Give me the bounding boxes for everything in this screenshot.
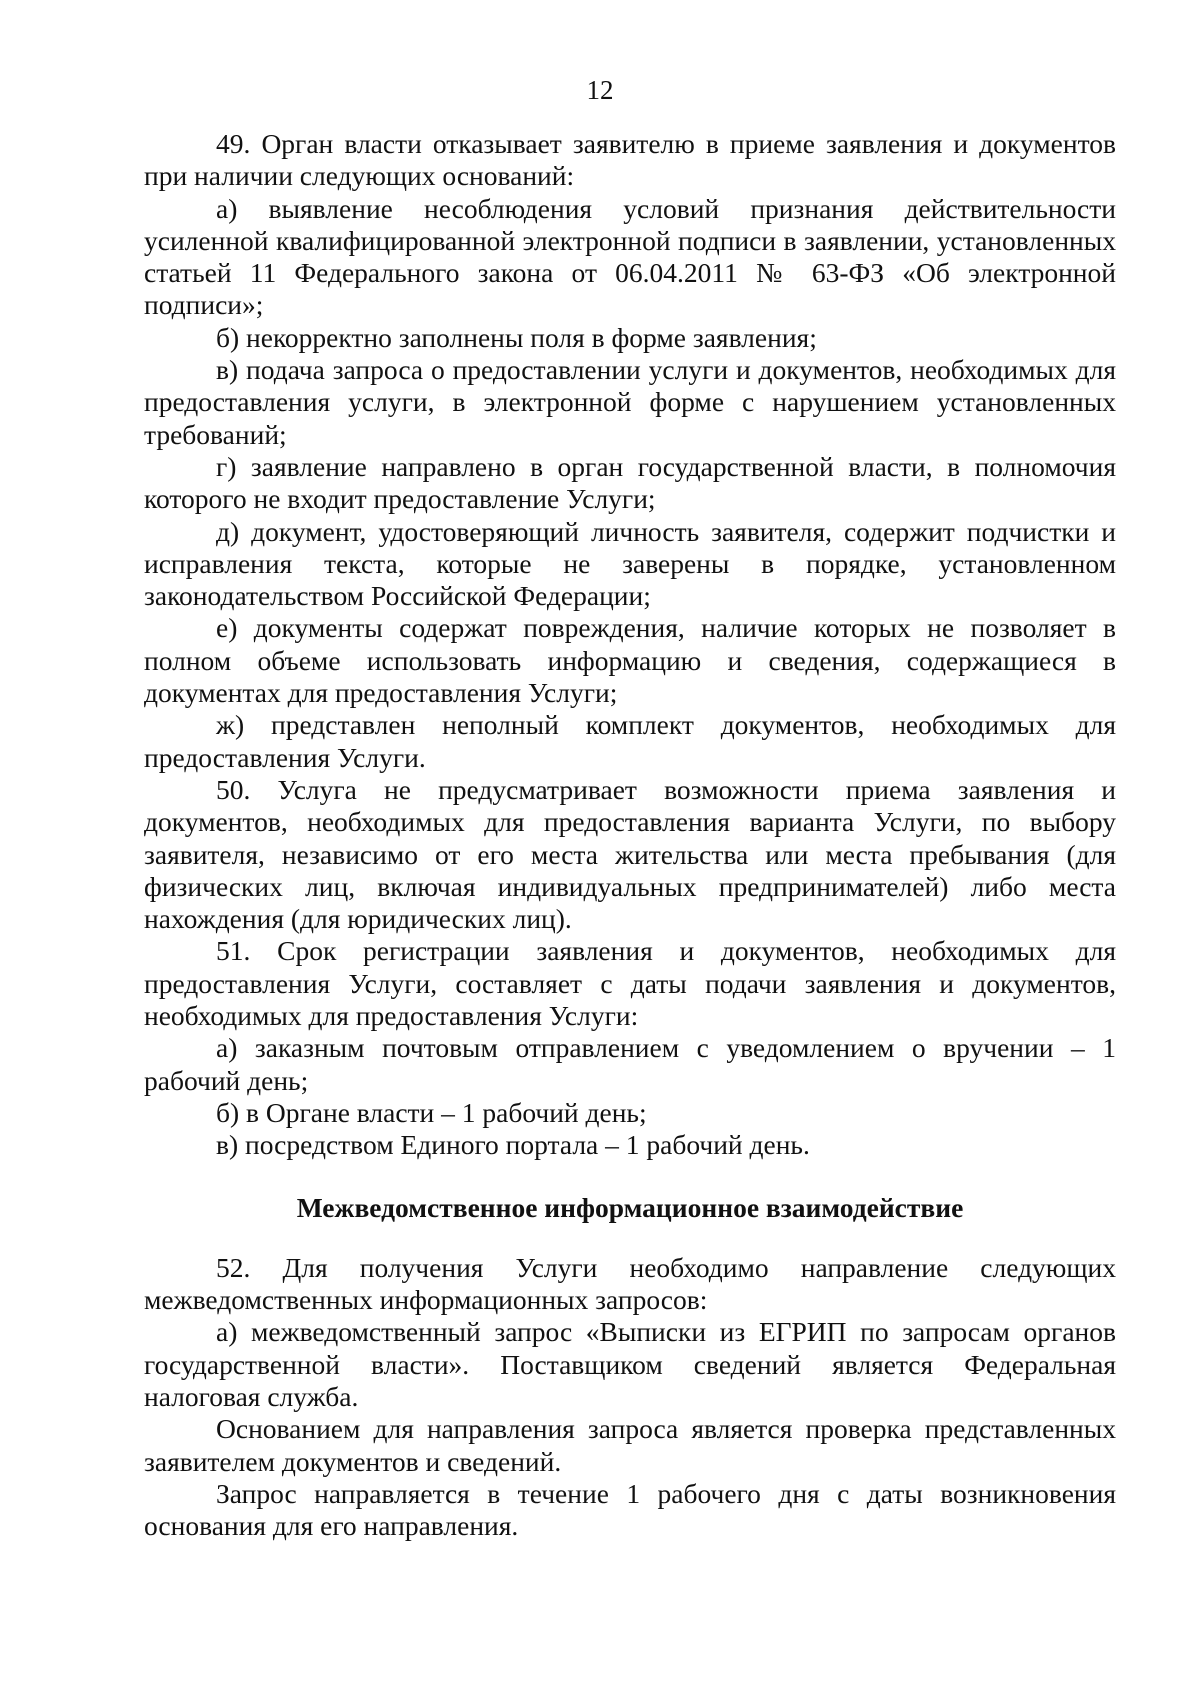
paragraph-51-b: б) в Органе власти – 1 рабочий день; [216,1096,647,1128]
paragraph-49-g: г) заявление направлено в орган государственной власти, в полномочия которого не входит предоставление Услуги; [144,450,1116,515]
paragraph-51-a: а) заказным почтовым отправлением с уведомлением о вручении – 1 рабочий день; [144,1032,1116,1096]
paragraph-52-term: Запрос направляется в течение 1 рабочего дня с даты возникновения основания для его направления. [144,1477,1116,1542]
paragraph-50: 50. Услуга не предусматривает возможности приема заявления и документов, необходимых для предоставления варианта Услуги, по выбору заявителя, независимо от его места жительства или места пребывания (для физических лиц, включая индивидуальных предпринимателей) либо места нахождения (для юридических лиц). [144,773,1116,935]
paragraph-52-a: а) межведомственный запрос «Выписки из ЕГРИП по запросам органов государственной власти». Поставщиком сведений является Федеральная налоговая служба. [144,1316,1116,1412]
document-body [144,128,1116,1542]
section-heading: Межведомственное информационное взаимодействие [296,1191,964,1223]
paragraph-49-d: д) документ, удостоверяющий личность заявителя, содержит подчистки и исправления текста, которые не заверены в порядке, установленном законодательством Российской Федерации; [144,515,1116,612]
paragraph-49-a: а) выявление несоблюдения условий признания действительности усиленной квалифицированной электронной подписи в заявлении, установленных статьей 11 Федерального закона от 06.04.2011 № 63-ФЗ «Об электронной подписи»; [144,192,1116,321]
page-number: 12 [586,75,614,105]
paragraph-52: 52. Для получения Услуги необходимо направление следующих межведомственных информационных запросов: [144,1251,1116,1316]
paragraph-49-e: е) документы содержат повреждения, наличие которых не позволяет в полном объеме использовать информацию и сведения, содержащиеся в документах для предоставления Услуги; [144,612,1116,709]
paragraph-49-b: б) некорректно заполнены поля в форме заявления; [216,321,817,353]
paragraph-49-v: в) подача запроса о предоставлении услуги и документов, необходимых для предоставления услуги, в электронной форме с нарушением установленных требований; [144,354,1116,450]
paragraph-49-zh: ж) представлен неполный комплект документов, необходимых для предоставления Услуги. [144,709,1116,773]
paragraph-49: 49. Орган власти отказывает заявителю в приеме заявления и документов при наличии следующих оснований: [144,128,1116,192]
paragraph-51: 51. Срок регистрации заявления и документов, необходимых для предоставления Услуги, составляет с даты подачи заявления и документов, необходимых для предоставления Услуги: [144,935,1116,1032]
paragraph-51-v: в) посредством Единого портала – 1 рабочий день. [216,1129,810,1161]
paragraph-52-basis: Основанием для направления запроса является проверка представленных заявителем документов и сведений. [144,1413,1116,1477]
